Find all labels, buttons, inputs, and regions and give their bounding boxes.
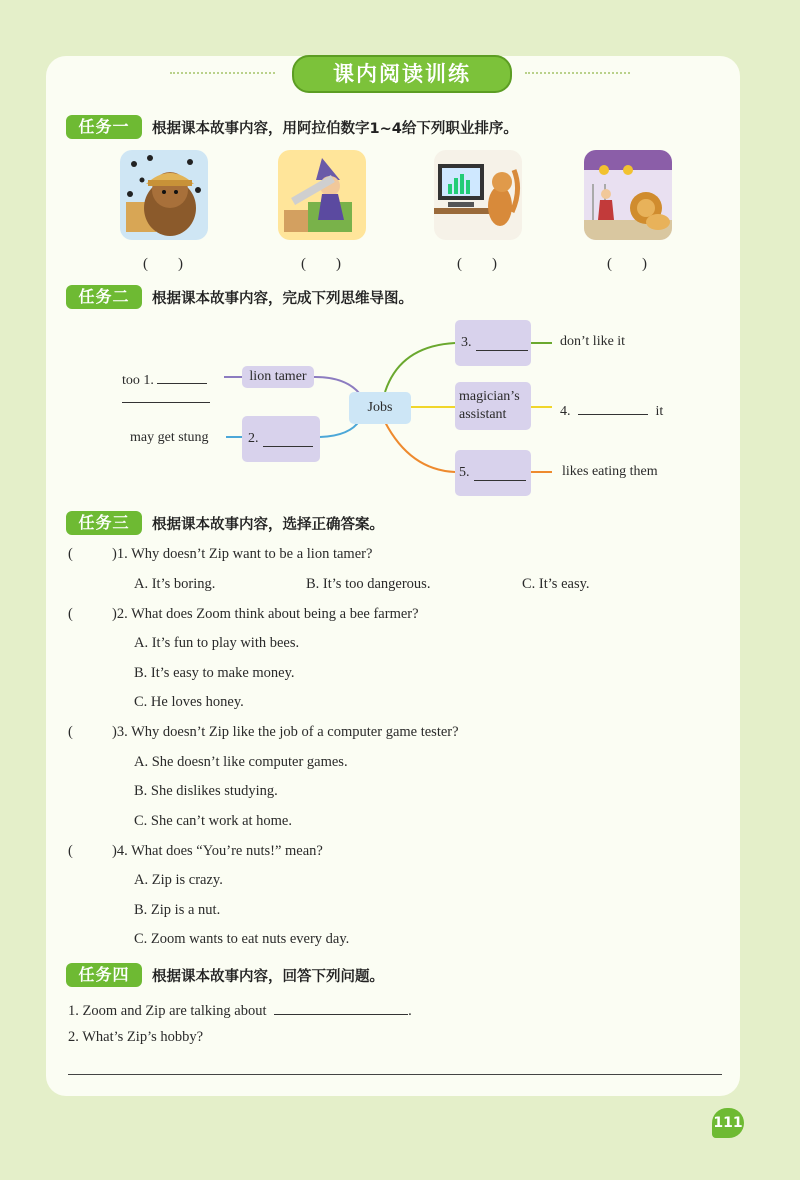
- may-get-stung: may get stung: [130, 430, 209, 445]
- too-label: too 1.: [122, 373, 154, 388]
- node-2-label: 2.: [248, 431, 259, 446]
- task1-answer-bracket-3[interactable]: ( ): [457, 256, 497, 272]
- question-3-option-c[interactable]: C. She can’t work at home.: [134, 813, 292, 829]
- task3-badge: 任务三: [66, 511, 142, 535]
- question-1-option-c[interactable]: C. It’s easy.: [522, 576, 590, 592]
- task4-question-1-text: 1. Zoom and Zip are talking about: [68, 1003, 267, 1019]
- task4-question-1: [68, 1000, 412, 1020]
- node-3-label: 3.: [461, 335, 472, 350]
- dont-like-it: don’t like it: [560, 334, 626, 349]
- item-4: [560, 400, 663, 420]
- task4-badge: 任务四: [66, 963, 142, 987]
- task3-instruction: 根据课本故事内容，选择正确答案。: [152, 516, 384, 533]
- question-2-text: )2. What does Zoom think about being a bee farmer?: [112, 606, 419, 622]
- task4-answer-line-2[interactable]: [68, 1074, 722, 1075]
- question-2-option-c[interactable]: C. He loves honey.: [134, 694, 244, 710]
- task1-instruction: 根据课本故事内容，用阿拉伯数字1~4给下列职业排序。: [152, 120, 518, 137]
- question-4-option-c[interactable]: C. Zoom wants to eat nuts every day.: [134, 931, 350, 947]
- task4-question-2: 2. What’s Zip’s hobby?: [68, 1029, 204, 1045]
- question-3-paren[interactable]: (: [68, 724, 73, 740]
- question-2-option-a[interactable]: A. It’s fun to play with bees.: [134, 635, 300, 651]
- answer-blank-1-continued[interactable]: [122, 402, 210, 403]
- answer-blank-1[interactable]: [157, 369, 207, 384]
- page-number: 111: [712, 1108, 744, 1138]
- mind-map-center-label: Jobs: [367, 400, 393, 415]
- question-1: [68, 546, 372, 563]
- question-4-paren[interactable]: (: [68, 843, 73, 859]
- mind-map-branches: [0, 0, 800, 520]
- question-1-paren[interactable]: (: [68, 546, 73, 562]
- magician-label-line1: magician’s: [459, 389, 520, 404]
- task1-badge: 任务一: [66, 115, 142, 139]
- magician-assistant-node: [455, 382, 531, 430]
- answer-blank-3[interactable]: [476, 336, 528, 351]
- magician-label-line2: assistant: [459, 407, 507, 422]
- question-2-paren[interactable]: (: [68, 606, 73, 622]
- too-item: [122, 369, 207, 389]
- question-3-option-b[interactable]: B. She dislikes studying.: [134, 783, 278, 799]
- task1-answer-bracket-2[interactable]: ( ): [301, 256, 341, 272]
- question-4-option-b[interactable]: B. Zip is a nut.: [134, 902, 221, 918]
- question-1-text: )1. Why doesn’t Zip want to be a lion tamer?: [112, 546, 373, 562]
- node-3: [455, 320, 531, 366]
- node-2: [242, 416, 320, 462]
- item-4-label: 4.: [560, 404, 571, 419]
- question-4-text: )4. What does “You’re nuts!” mean?: [112, 843, 323, 859]
- question-3-option-a[interactable]: A. She doesn’t like computer games.: [134, 754, 348, 770]
- task3-header: [66, 510, 384, 536]
- question-4-option-a[interactable]: A. Zip is crazy.: [134, 872, 223, 888]
- answer-blank-2[interactable]: [263, 432, 313, 447]
- task4-header: [66, 962, 384, 988]
- page-title: 课内阅读训练: [292, 55, 512, 93]
- lion-tamer-node: [242, 366, 314, 388]
- mind-map-center: [349, 392, 411, 424]
- answer-blank-5[interactable]: [474, 466, 526, 481]
- task4-question-1-end: .: [408, 1003, 412, 1019]
- answer-blank-4[interactable]: [578, 400, 648, 415]
- task1-answer-bracket-4[interactable]: ( ): [607, 256, 647, 272]
- task4-answer-blank-1[interactable]: [274, 1000, 408, 1015]
- question-2: [68, 606, 419, 623]
- likes-eating-them: likes eating them: [562, 464, 658, 479]
- question-1-option-a[interactable]: A. It’s boring.: [134, 576, 216, 592]
- lion-tamer-label: lion tamer: [249, 369, 307, 384]
- task4-instruction: 根据课本故事内容，回答下列问题。: [152, 968, 384, 985]
- question-3-text: )3. Why doesn’t Zip like the job of a computer game tester?: [112, 724, 459, 740]
- node-5-label: 5.: [459, 465, 470, 480]
- task2-badge: 任务二: [66, 285, 142, 309]
- question-4: [68, 843, 323, 860]
- node-5: [455, 450, 531, 496]
- question-3: [68, 724, 459, 741]
- question-2-option-b[interactable]: B. It’s easy to make money.: [134, 665, 295, 681]
- task2-instruction: 根据课本故事内容，完成下列思维导图。: [152, 290, 413, 307]
- task1-answer-bracket-1[interactable]: ( ): [143, 256, 183, 272]
- item-4-tail: it: [655, 404, 664, 419]
- question-1-option-b[interactable]: B. It’s too dangerous.: [306, 576, 431, 592]
